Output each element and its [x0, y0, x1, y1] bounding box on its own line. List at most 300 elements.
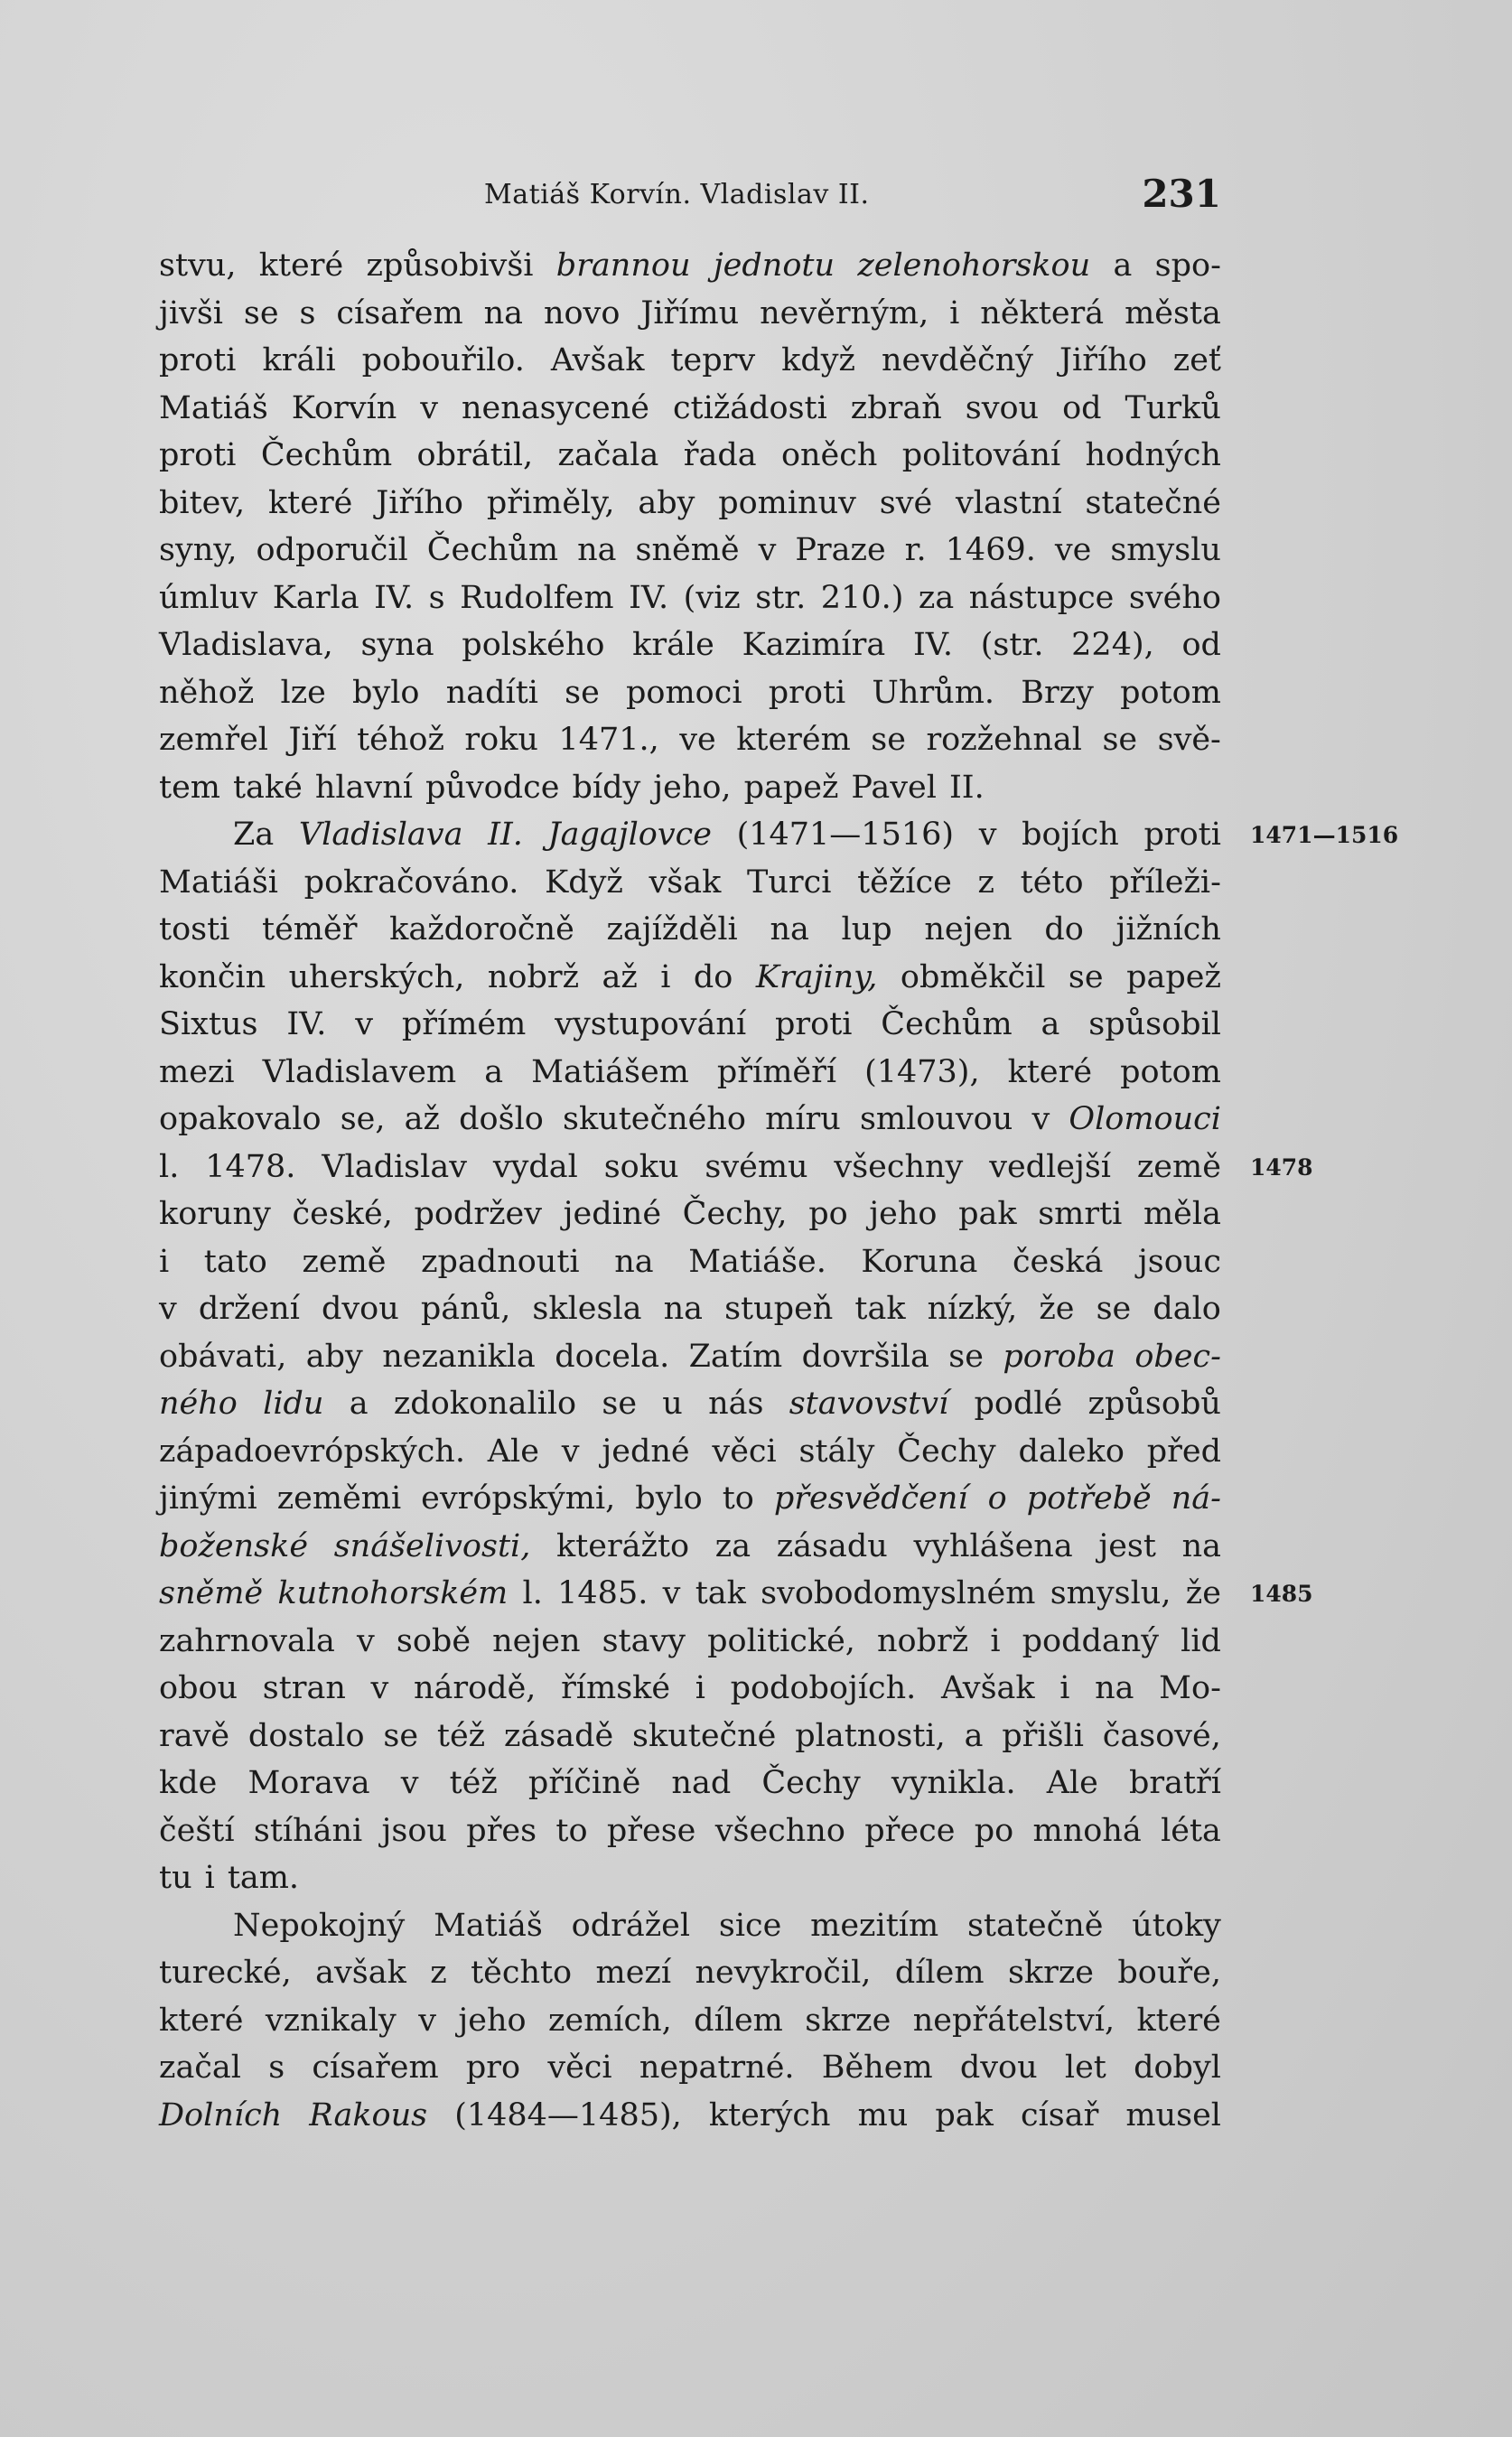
- word: sněmě: [635, 532, 740, 568]
- word: že: [1185, 1575, 1221, 1611]
- word: Matiáš: [159, 389, 268, 426]
- word: zpadnouti: [421, 1243, 580, 1280]
- word: Čechy,: [682, 1196, 788, 1232]
- word: Jiřího: [376, 484, 463, 521]
- text-line: [159, 1049, 1221, 1097]
- word: tak: [695, 1575, 746, 1611]
- word: zásadě: [503, 1717, 614, 1754]
- word: mnohá: [1032, 1812, 1142, 1849]
- text-line: [159, 1144, 1221, 1191]
- word: aby: [305, 1338, 363, 1375]
- text-line: [159, 859, 1221, 907]
- word: Avšak: [940, 1670, 1035, 1706]
- word: na: [614, 1243, 654, 1280]
- word: nejen: [492, 1622, 581, 1659]
- word: musel: [1125, 2096, 1221, 2134]
- word: jsou: [381, 1812, 447, 1849]
- word: tato: [203, 1243, 267, 1280]
- word: časové,: [1102, 1717, 1221, 1754]
- word: zemřel: [159, 722, 268, 758]
- word: stupeň: [724, 1291, 834, 1327]
- word: spůsobil: [1088, 1006, 1221, 1042]
- word: dostalo: [247, 1717, 365, 1754]
- word: Čechy: [897, 1433, 996, 1470]
- margin-note-1485: 1485: [1250, 1581, 1313, 1607]
- word: v: [420, 389, 439, 426]
- word: (viz: [683, 579, 741, 616]
- text-line: [159, 1285, 1221, 1333]
- word: Čechům: [260, 437, 393, 473]
- word: končin: [159, 958, 266, 995]
- text-line: [159, 432, 1221, 480]
- word: kterých: [708, 2096, 831, 2134]
- word: spo-: [1154, 247, 1221, 284]
- word: v: [357, 1622, 375, 1659]
- emphasized-word: lidu: [263, 1386, 324, 1422]
- word: dovršila: [801, 1338, 929, 1375]
- word: dvou: [959, 2050, 1038, 2086]
- word: pobouřilo.: [361, 342, 525, 378]
- word: pak: [958, 1196, 1017, 1232]
- word: došlo: [459, 1101, 544, 1137]
- word: evrópskými,: [421, 1480, 616, 1517]
- word: zahrnovala: [159, 1622, 335, 1659]
- word: věci: [712, 1433, 777, 1470]
- word: odporučil: [256, 532, 408, 568]
- word: ve: [679, 722, 716, 758]
- word: odrážel: [571, 1907, 691, 1944]
- word: i: [159, 1243, 170, 1280]
- word: přes: [466, 1812, 537, 1849]
- word: proti: [159, 342, 237, 378]
- word: Ale: [487, 1433, 539, 1470]
- word: Mo-: [1159, 1670, 1221, 1706]
- word: Během: [821, 2050, 933, 2086]
- word: se: [1102, 722, 1138, 758]
- text-line: [159, 621, 1221, 669]
- word: soku: [603, 1148, 679, 1185]
- word: císař: [1020, 2096, 1099, 2134]
- word: turecké,: [159, 1955, 292, 1991]
- word: politování: [901, 437, 1061, 473]
- text-line: [159, 1854, 1221, 1902]
- word: Korvín: [291, 389, 397, 426]
- emphasized-word: poroba: [1003, 1338, 1115, 1375]
- word: dílem: [894, 1955, 985, 1991]
- word: pro: [465, 2050, 521, 2086]
- word: nízký,: [927, 1291, 1018, 1327]
- word: těchto: [471, 1955, 573, 1991]
- word: IV.: [286, 1006, 327, 1042]
- word: každoročně: [389, 911, 574, 948]
- text-line: [159, 811, 1221, 859]
- word: země: [302, 1243, 387, 1280]
- word: císařem: [312, 2050, 439, 2086]
- word: v: [159, 1291, 177, 1327]
- word: proti: [774, 1006, 853, 1042]
- word: útoky: [1132, 1907, 1221, 1944]
- text-line: [159, 1807, 1221, 1855]
- word: nepřátelství,: [912, 2002, 1115, 2039]
- word: v: [978, 817, 997, 853]
- word: obávati,: [159, 1338, 287, 1375]
- emphasized-word: Jagajlovce: [547, 817, 712, 853]
- word: vlastní: [956, 484, 1062, 521]
- word: smyslu,: [1050, 1575, 1171, 1611]
- word: nad: [671, 1765, 732, 1801]
- word: (1484—1485),: [454, 2096, 682, 2134]
- text-line: [159, 669, 1221, 717]
- word: nevděčný: [881, 342, 1034, 378]
- word: v: [1031, 1101, 1050, 1137]
- word: bojích: [1022, 817, 1119, 853]
- word: bídy: [572, 769, 641, 806]
- word: na: [1181, 1527, 1221, 1564]
- word: proti: [768, 674, 846, 711]
- word: i: [990, 1622, 1001, 1659]
- word: papež: [743, 769, 839, 806]
- word: docela.: [555, 1338, 670, 1375]
- word: sobě: [396, 1622, 471, 1659]
- word: před: [1146, 1433, 1221, 1470]
- word: Když: [545, 864, 623, 901]
- word: smrti: [1038, 1196, 1123, 1232]
- word: přiměly,: [486, 484, 615, 521]
- word: podržev: [414, 1196, 542, 1232]
- word: bitev,: [159, 484, 246, 521]
- word: přece: [864, 1812, 956, 1849]
- word: všechno: [714, 1812, 845, 1849]
- word: Vladislavem: [262, 1053, 457, 1090]
- word: české,: [292, 1196, 393, 1232]
- word: jedné: [602, 1433, 690, 1470]
- word: začal: [159, 2050, 241, 2086]
- emphasized-word: sněmě: [159, 1575, 264, 1611]
- emphasized-word: boženské: [159, 1527, 309, 1564]
- word: l.: [522, 1575, 543, 1611]
- word: politické,: [707, 1622, 855, 1659]
- word: Čechy: [761, 1765, 861, 1801]
- word: Praze: [795, 532, 886, 568]
- word: též: [449, 1765, 498, 1801]
- text-line: [159, 1902, 1221, 1950]
- text-line: [159, 1238, 1221, 1286]
- word: syna: [360, 627, 434, 663]
- word: držení: [198, 1291, 300, 1327]
- word: obrátil,: [416, 437, 534, 473]
- word: uherských,: [288, 958, 465, 995]
- word: které: [258, 247, 344, 284]
- word: i: [1059, 1670, 1070, 1706]
- word: na: [577, 532, 617, 568]
- emphasized-word: přesvědčení: [773, 1480, 968, 1517]
- word: krále: [632, 627, 714, 663]
- word: od: [1181, 627, 1221, 663]
- word: vznikaly: [265, 2002, 397, 2039]
- word: nezanikla: [382, 1338, 536, 1375]
- word: bouře,: [1117, 1955, 1221, 1991]
- word: tosti: [159, 911, 230, 948]
- word: tem: [159, 769, 220, 806]
- text-line: [159, 1949, 1221, 1997]
- word: a: [484, 1053, 504, 1090]
- word: něhož: [159, 674, 255, 711]
- word: Matiáši: [159, 864, 278, 901]
- word: to: [722, 1480, 754, 1517]
- word: měla: [1143, 1196, 1221, 1232]
- word: syny,: [159, 532, 238, 568]
- word: jediné: [563, 1196, 662, 1232]
- word: Za: [233, 817, 275, 853]
- word: jeho: [458, 2002, 527, 2039]
- word: i: [695, 1670, 705, 1706]
- word: Kazimíra: [742, 627, 886, 663]
- word: jeho: [869, 1196, 938, 1232]
- word: Sixtus: [159, 1006, 258, 1042]
- word: se,: [340, 1101, 386, 1137]
- text-line: [159, 1523, 1221, 1571]
- word: za: [714, 1527, 751, 1564]
- word: obou: [159, 1670, 238, 1706]
- word: roku: [464, 722, 538, 758]
- word: jinými: [159, 1480, 257, 1517]
- word: Čechům: [426, 532, 559, 568]
- word: 1478.: [205, 1148, 296, 1185]
- word: Jiřího: [1059, 342, 1147, 378]
- word: příměří: [716, 1053, 837, 1090]
- word: nepatrné.: [639, 2050, 795, 2086]
- page-header: [159, 172, 1221, 226]
- page-number: 231: [1142, 172, 1221, 216]
- word: nevěrným,: [760, 294, 929, 331]
- word: řada: [683, 437, 757, 473]
- word: své: [879, 484, 933, 521]
- word: kterém: [736, 722, 851, 758]
- text-line: [159, 1475, 1221, 1523]
- word: 210.): [820, 579, 904, 616]
- word: Matiáš: [434, 1907, 543, 1944]
- word: obměkčil: [900, 958, 1046, 995]
- word: dvou: [321, 1291, 399, 1327]
- word: na: [483, 294, 524, 331]
- word: Zatím: [688, 1338, 783, 1375]
- word: s: [268, 2050, 285, 2086]
- word: svou: [965, 389, 1040, 426]
- word: Rudolfem: [460, 579, 614, 616]
- word: l.: [159, 1148, 180, 1185]
- text-line: [159, 716, 1221, 764]
- word: začala: [557, 437, 659, 473]
- word: vynikla.: [891, 1765, 1016, 1801]
- word: nevykročil,: [695, 1955, 872, 1991]
- emphasized-word: snášelivosti,: [333, 1527, 531, 1564]
- word: poddaný: [1022, 1622, 1160, 1659]
- word: ravě: [159, 1717, 230, 1754]
- word: Nepokojný: [233, 1907, 406, 1944]
- text-line: [159, 1713, 1221, 1760]
- word: které: [159, 2002, 244, 2039]
- word: novo: [543, 294, 621, 331]
- word: nobrž: [487, 958, 580, 995]
- text-line: [159, 1333, 1221, 1381]
- word: na: [1095, 1670, 1134, 1706]
- word: svého: [1128, 579, 1221, 616]
- word: stvu,: [159, 247, 237, 284]
- text-line: [159, 1380, 1221, 1428]
- word: podobojích.: [730, 1670, 917, 1706]
- word: (str.: [980, 627, 1044, 663]
- word: platnosti,: [795, 1717, 946, 1754]
- word: nástupce: [968, 579, 1115, 616]
- word: zajížděli: [606, 911, 738, 948]
- word: s: [299, 294, 316, 331]
- text-line: [159, 385, 1221, 433]
- word: čeští: [159, 1812, 235, 1849]
- word: se: [1068, 958, 1104, 995]
- word: po: [974, 1812, 1014, 1849]
- word: až: [404, 1101, 440, 1137]
- word: str.: [755, 579, 807, 616]
- word: této: [1020, 864, 1084, 901]
- word: dalo: [1153, 1291, 1221, 1327]
- word: i: [660, 958, 671, 995]
- word: potom: [1120, 674, 1221, 711]
- emphasized-word: ná-: [1171, 1480, 1221, 1517]
- word: tak: [854, 1291, 906, 1327]
- word: císařem: [336, 294, 463, 331]
- text-line: [159, 2092, 1221, 2140]
- word: mu: [857, 2096, 909, 2134]
- word: mezitím: [810, 1907, 939, 1944]
- word: na: [770, 911, 809, 948]
- word: papež: [1126, 958, 1221, 995]
- word: Morava: [247, 1765, 370, 1801]
- word: 1485.: [557, 1575, 649, 1611]
- word: teprv: [670, 342, 756, 378]
- word: Turci: [747, 864, 832, 901]
- word: a: [349, 1386, 369, 1422]
- text-line: [159, 242, 1221, 290]
- text-line: [159, 1096, 1221, 1144]
- word: se: [383, 1717, 419, 1754]
- word: 224),: [1071, 627, 1154, 663]
- word: II.: [948, 769, 985, 806]
- emphasized-word: brannou: [555, 247, 691, 284]
- margin-note-1471-1516: 1471—1516: [1250, 822, 1399, 848]
- text-line: [159, 337, 1221, 385]
- text-line: [159, 764, 1221, 812]
- word: zemích,: [547, 2002, 672, 2039]
- word: stály: [798, 1433, 875, 1470]
- word: daleko: [1018, 1433, 1125, 1470]
- word: jivši: [159, 294, 223, 331]
- word: také: [232, 769, 303, 806]
- word: tam.: [227, 1860, 300, 1896]
- text-line: [159, 1665, 1221, 1713]
- word: příleži-: [1109, 864, 1221, 901]
- word: pominuv: [718, 484, 856, 521]
- word: Vladislava,: [159, 627, 333, 663]
- word: přímém: [401, 1006, 527, 1042]
- word: dílem: [694, 2002, 783, 2039]
- text-line: [159, 1760, 1221, 1807]
- word: Čechům: [881, 1006, 1013, 1042]
- word: vystupování: [555, 1006, 747, 1042]
- word: v: [355, 1006, 374, 1042]
- word: přese: [606, 1812, 696, 1849]
- word: (1473),: [864, 1053, 980, 1090]
- word: římské: [561, 1670, 671, 1706]
- word: kterážto: [555, 1527, 690, 1564]
- word: s: [428, 579, 445, 616]
- word: (1471—1516): [736, 817, 955, 853]
- word: které: [1007, 1053, 1093, 1090]
- word: původce: [425, 769, 560, 806]
- word: skrze: [805, 2002, 891, 2039]
- word: stran: [262, 1670, 346, 1706]
- text-line: [159, 1618, 1221, 1666]
- word: svému: [705, 1148, 808, 1185]
- word: se: [1096, 1291, 1132, 1327]
- word: lup: [841, 911, 892, 948]
- word: do: [1044, 911, 1084, 948]
- word: zdokonalilo: [393, 1386, 577, 1422]
- word: Matiáše.: [688, 1243, 826, 1280]
- word: tu: [159, 1860, 192, 1896]
- word: po: [808, 1196, 848, 1232]
- word: všechny: [834, 1148, 964, 1185]
- word: koruny: [159, 1196, 271, 1232]
- word: jižních: [1115, 911, 1221, 948]
- word: nenasycené: [462, 389, 649, 426]
- word: zeť: [1172, 342, 1221, 378]
- text-line: [159, 574, 1221, 622]
- word: smlouvou: [859, 1101, 1013, 1137]
- text-line: [159, 1997, 1221, 2045]
- text-line: [159, 290, 1221, 338]
- word: úmluv: [159, 579, 258, 616]
- word: bylo: [352, 674, 420, 711]
- word: téměř: [262, 911, 358, 948]
- word: rozžehnal: [926, 722, 1082, 758]
- text-line: [159, 906, 1221, 954]
- word: nobrž: [877, 1622, 969, 1659]
- text-line: [159, 480, 1221, 528]
- word: se: [602, 1386, 638, 1422]
- text-line: [159, 1190, 1221, 1238]
- word: pak: [935, 2096, 994, 2134]
- word: avšak: [315, 1955, 406, 1991]
- word: polského: [462, 627, 605, 663]
- word: způsobivši: [366, 247, 534, 284]
- word: mezí: [595, 1955, 672, 1991]
- word: lid: [1181, 1622, 1221, 1659]
- word: let: [1064, 2050, 1106, 2086]
- word: a: [964, 1717, 984, 1754]
- word: bratří: [1128, 1765, 1221, 1801]
- word: jest: [1098, 1527, 1156, 1564]
- word: nás: [708, 1386, 764, 1422]
- word: se: [871, 722, 906, 758]
- word: ctižádosti: [672, 389, 827, 426]
- word: míru: [765, 1101, 841, 1137]
- word: přišli: [1002, 1717, 1084, 1754]
- word: lze: [280, 674, 326, 711]
- emphasized-word: jednotu: [713, 247, 835, 284]
- word: Matiášem: [531, 1053, 689, 1090]
- word: pokračováno.: [303, 864, 519, 901]
- word: oněch: [780, 437, 878, 473]
